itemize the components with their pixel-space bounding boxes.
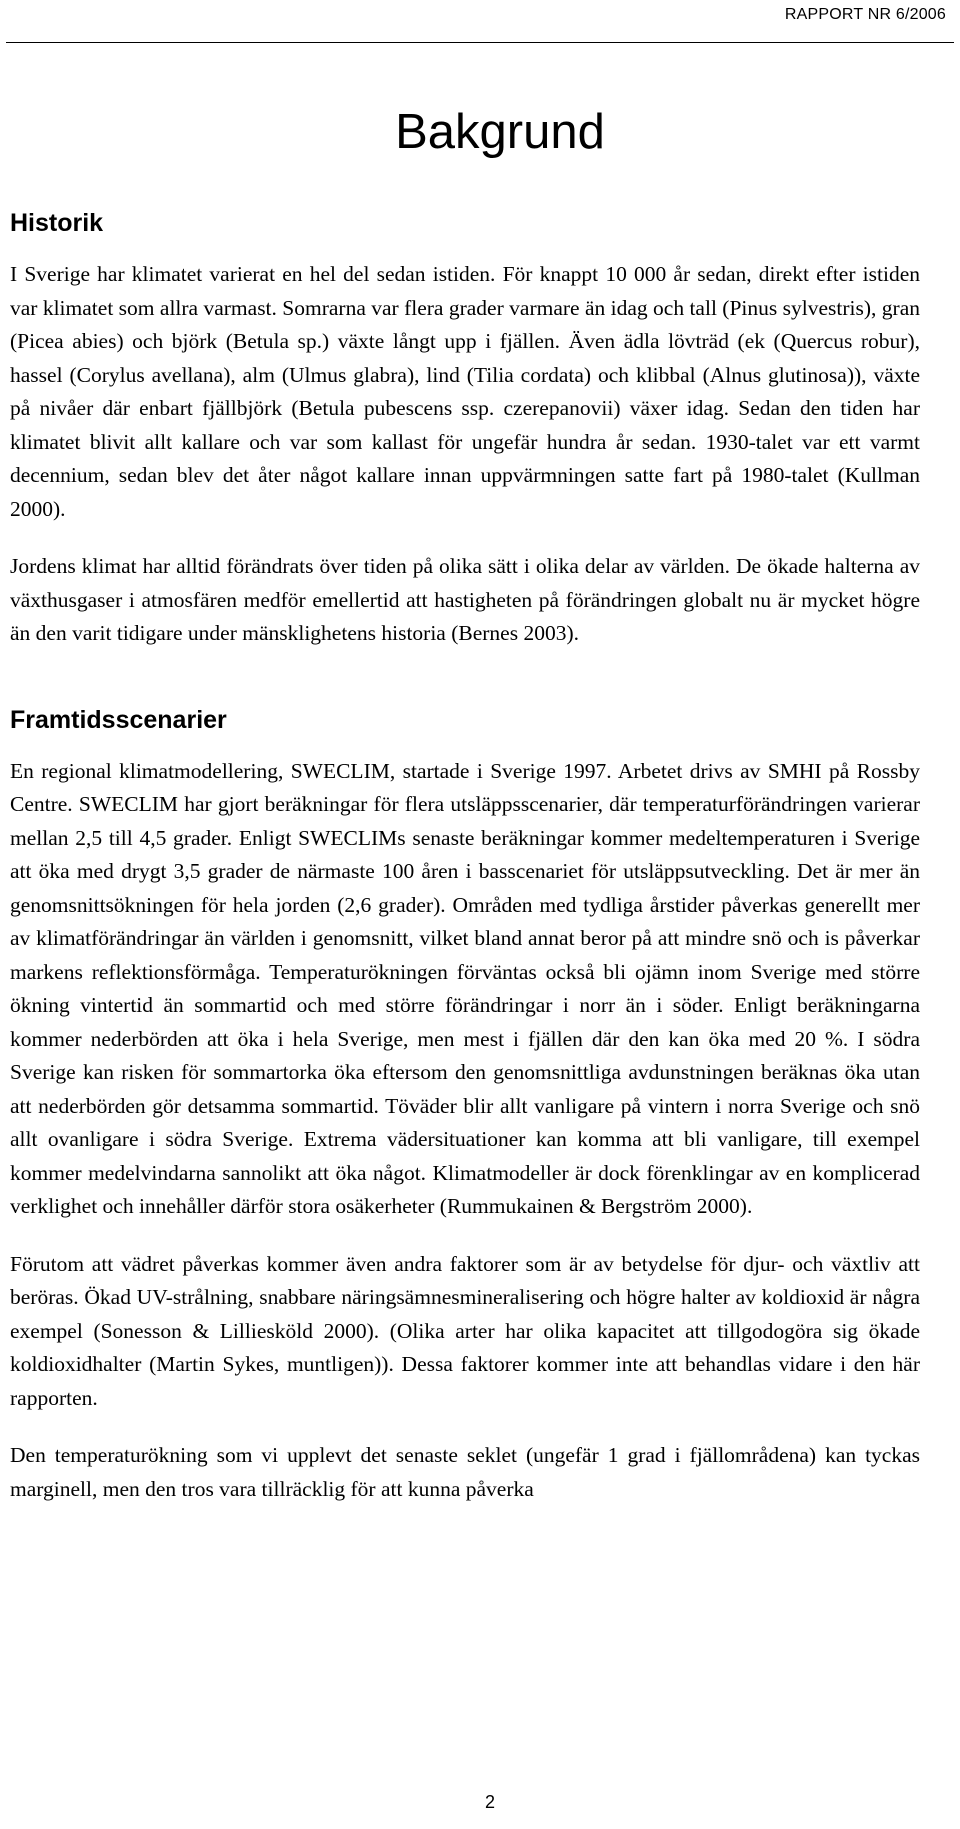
running-header: RAPPORT NR 6/2006 xyxy=(784,6,946,23)
paragraph-framtid-2: Förutom att vädret påverkas kommer även andra faktorer som är av betydelse för djur- och växtliv att beröras. Ökad UV-strålning, snabbare näringsämnesmineralisering och högre halter av koldioxid är några exempel (Sonesson & Lilliesköld 2000). (Olika arter har olika kapacitet att tillgodogöra sig ökade koldioxidhalter (Martin Sykes, muntligen)). Dessa faktorer kommer inte att behandlas vidare i den här rapporten. xyxy=(10,1251,920,1410)
paragraph-historik-2: Jordens klimat har alltid förändrats över tiden på olika sätt i olika delar av världen. De ökade halterna av växthusgaser i atmosfären medför emellertid att hastigheten på förändringen globalt nu är mycket högre än den varit tidigare under mänsklighetens historia (Bernes 2003). xyxy=(10,554,920,645)
section-heading-historik: Historik xyxy=(10,209,104,237)
section-framtidsscenarier xyxy=(10,705,920,1507)
section-historik xyxy=(10,208,920,651)
header-rule xyxy=(6,42,954,43)
paragraph-framtid-1: En regional klimatmodellering, SWECLIM, startade i Sverige 1997. Arbetet drivs av SMHI på Rossby Centre. SWECLIM har gjort beräkningar för flera utsläppsscenarier, där temperaturförändringen varierar mellan 2,5 till 4,5 grader. Enligt SWECLIMs senaste beräkningar kommer medeltemperaturen i Sverige att öka med drygt 3,5 grader de närmaste 100 åren i basscenariet för utsläppsutveckling. Det är mer än genomsnittsökningen för hela jorden (2,6 grader). Områden med tydliga årstider påverkas generellt mer av klimatförändringar än världen i genomsnitt, vilket bland annat beror på att mindre snö och is påverkar markens reflektionsförmåga. Temperaturökningen förväntas också bli ojämn inom Sverige med större ökning vintertid än sommartid och med större förändringar i norr än i söder. Enligt beräkningarna kommer nederbörden att öka i hela Sverige, men mest i fjällen där den kan öka med 20 %. I södra Sverige kan risken för sommartorka öka eftersom den genomsnittliga avdunstningen beräknas öka utan att nederbörden gör detsamma sommartid. Töväder blir allt vanligare på vintern i norra Sverige och snö allt ovanligare i södra Sverige. Extrema vädersituationer kan komma att bli vanligare, till exempel kommer medelvindarna sannolikt att öka något. Klimatmodeller är dock förenklingar av en komplicerad verklighet och innehåller därför stora osäkerheter (Rummukainen & Bergström 2000). xyxy=(10,758,920,1218)
page-number: 2 xyxy=(484,1792,495,1812)
section-heading-framtidsscenarier: Framtidsscenarier xyxy=(10,705,227,734)
paragraph-framtid-3: Den temperaturökning som vi upplevt det senaste seklet (ungefär 1 grad i fjällområdena) kan tyckas marginell, men den tros vara tillräcklig för att kunna påverka xyxy=(10,1443,920,1501)
page-content xyxy=(10,208,920,1530)
paragraph-historik-1: I Sverige har klimatet varierat en hel del sedan istiden. För knappt 10 000 år sedan, direkt efter istiden var klimatet som allra varmast. Somrarna var flera grader varmare än idag och tall (Pinus sylvestris), gran (Picea abies) och björk (Betula sp.) växte långt upp i fjällen. Även ädla lövträd (ek (Quercus robur), hassel (Corylus avellana), alm (Ulmus glabra), lind (Tilia cordata) och klibbal (Alnus glutinosa)), växte på nivåer där enbart fjällbjörk (Betula pubescens ssp. czerepanovii) växer idag. Sedan den tiden har klimatet blivit allt kallare och var som kallast för ungefär hundra år sedan. 1930-talet var ett varmt decennium, sedan blev det åter något kallare innan uppvärmningen satte fart på 1980-talet (Kullman 2000). xyxy=(10,262,920,521)
chapter-title: Bakgrund xyxy=(395,105,605,159)
